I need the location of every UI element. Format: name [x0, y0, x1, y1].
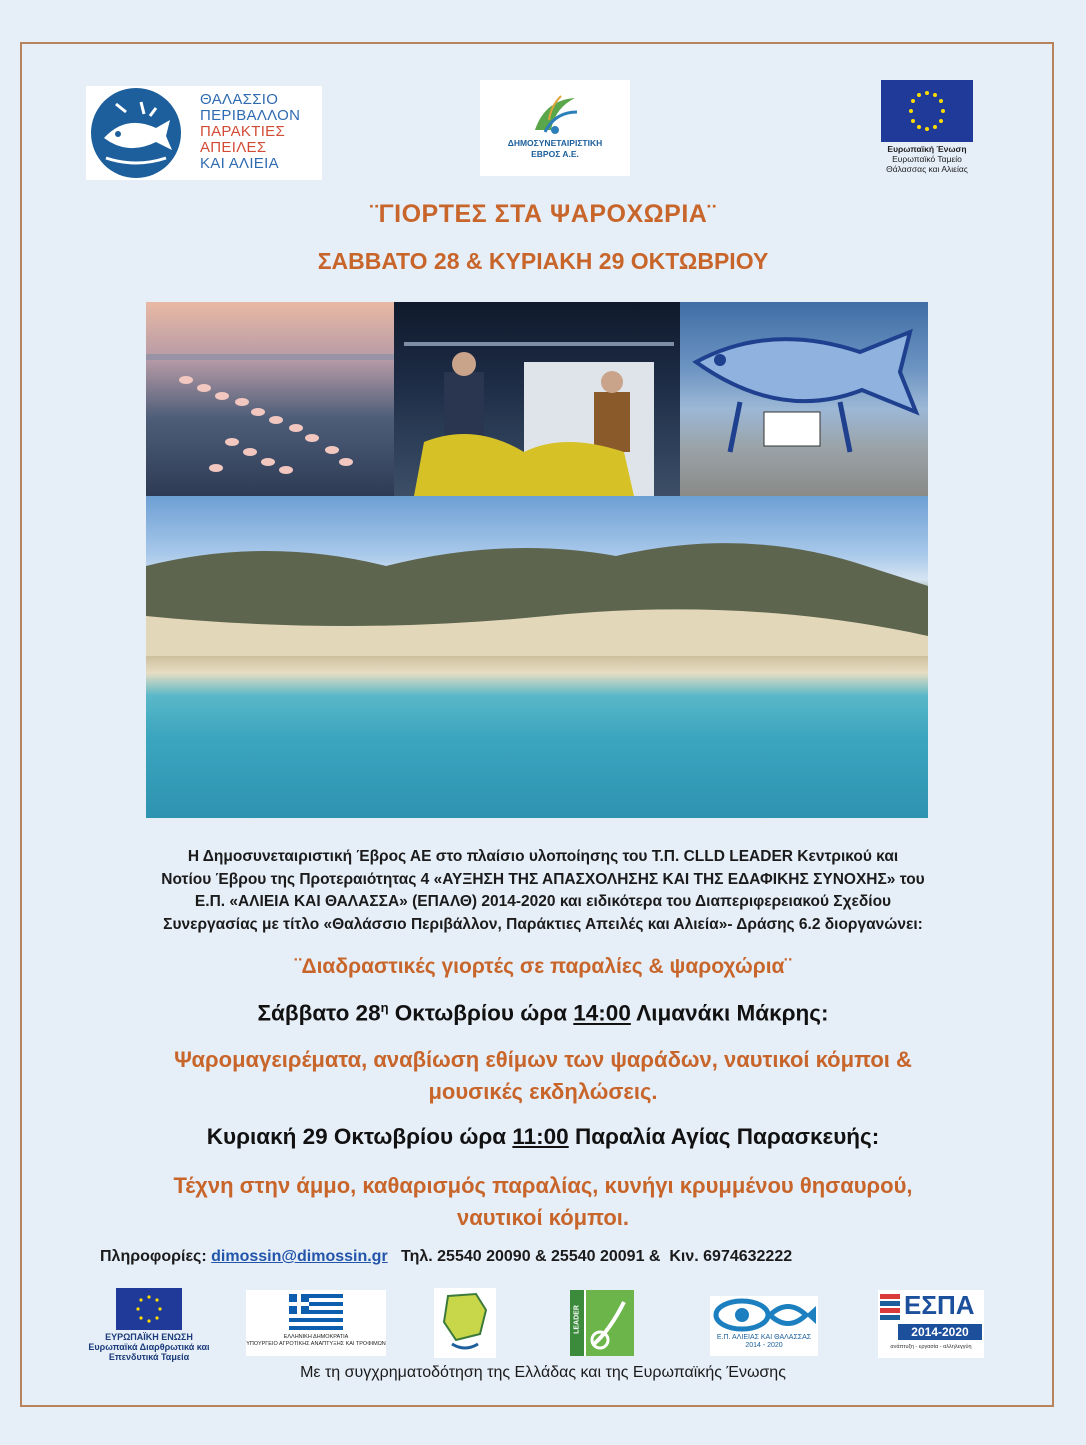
thalassio-logo [86, 86, 322, 180]
dimosynetairistiki-logo [480, 80, 630, 176]
saturday-heading [0, 1000, 1086, 1027]
info-label: Πληροφορίες: [100, 1248, 212, 1265]
sunday-time: 11:00 [512, 1124, 569, 1149]
sunday-prefix: Κυριακή 29 Οκτωβρίου ώρα [206, 1124, 513, 1149]
left-logo-line-4: ΑΠΕΙΛΕΣ [200, 139, 267, 156]
eu-caption-line-2: Ευρωπαϊκά Διαρθρωτικά και [88, 1342, 210, 1352]
intro-line-2: Νοτίου Έβρου της Προτεραιότητας 4 «ΑΥΞΗΣΗ ΤΗΣ ΑΠΑΣΧΟΛΗΣΗΣ ΚΑΙ ΤΗΣ ΕΔΑΦΙΚΗΣ ΣΥΝΟΧΗΣ» του [161, 870, 925, 888]
sunday-heading [0, 1124, 1086, 1150]
center-logo-line-1: ΔΗΜΟΣΥΝΕΤΑΙΡΙΣΤΙΚΗ [507, 138, 603, 148]
greek-ministry-line-1: ΕΛΛΗΝΙΚΗ ΔΗΜΟΚΡΑΤΙΑ [283, 1334, 349, 1340]
right-logo-line-3: Θάλασσας και Αλιείας [886, 164, 968, 174]
region-map-icon [434, 1288, 496, 1358]
left-logo-line-3: ΠΑΡΑΚΤΙΕΣ [200, 123, 286, 140]
eye-fish-icon [710, 1296, 818, 1334]
page-title: ¨ΓΙΟΡΤΕΣ ΣΤΑ ΨΑΡΟΧΩΡΙΑ¨ [369, 200, 717, 228]
flamingo-flock-icon [146, 302, 394, 496]
greek-ministry-logo [246, 1290, 386, 1356]
center-logo-line-2: ΕΒΡΟΣ Α.Ε. [531, 149, 579, 159]
event-dates: ΣΑΒΒΑΤΟ 28 & ΚΥΡΙΑΚΗ 29 ΟΚΤΩΒΡΙΟΥ [317, 248, 769, 274]
fish-sculpture-icon [680, 302, 928, 496]
eu-flag-icon [881, 80, 973, 142]
eu-caption-line-1: ΕΥΡΩΠΑΪΚΗ ΕΝΩΣΗ [105, 1332, 193, 1342]
eu-fisheries-logo [880, 80, 974, 180]
intro-line-1: Η Δημοσυνεταιριστική Έβρος ΑΕ στο πλαίσιο υλοποίησης του Τ.Π. CLLD LEADER Κεντρικού και [187, 848, 899, 865]
espa-logo [878, 1290, 984, 1358]
left-logo-line-2: ΠΕΡΙΒΑΛΛΟΝ [200, 107, 301, 124]
sunday-desc-line-2: ναυτικοί κόμποι. [456, 1205, 630, 1230]
sunday-desc-line-1: Τέχνη στην άμμο, καθαρισμός παραλίας, κυνήγι κρυμμένου θησαυρού, [173, 1173, 913, 1198]
region-logo [434, 1288, 496, 1358]
espa-stripes-icon [880, 1294, 900, 1320]
saturday-middle: Οκτωβρίου ώρα [388, 1000, 574, 1026]
cofunding-text: Με τη συγχρηματοδότηση της Ελλάδας και της Ευρωπαϊκής Ένωσης [300, 1364, 786, 1381]
left-logo-line-5: ΚΑΙ ΑΛΙΕΙΑ [200, 155, 279, 172]
leader-logo [570, 1290, 634, 1356]
intro-line-3: Ε.Π. «ΑΛΙΕΙΑ ΚΑΙ ΘΑΛΑΣΣΑ» (ΕΠΑΛΘ) 2014-2020 και ειδικότερα του Διαπεριφερειακού Σχεδίου [194, 893, 892, 910]
epalth-line-1: Ε.Π. ΑΛΙΕΙΑΣ ΚΑΙ ΘΑΛΑΣΣΑΣ [716, 1334, 812, 1341]
saturday-description [0, 1044, 1086, 1108]
mountains-icon [146, 496, 928, 818]
saturday-time: 14:00 [573, 1000, 631, 1026]
eu-flag-small-icon [116, 1288, 182, 1330]
leaf-swirl-icon [525, 90, 585, 140]
epalth-logo [710, 1296, 818, 1356]
greek-flag-icon [289, 1294, 343, 1330]
saturday-ordinal: η [380, 1000, 389, 1015]
email-link[interactable]: dimossin@dimossin.gr [211, 1248, 388, 1265]
plastic-fish-sculpture-photo [680, 302, 928, 496]
right-logo-line-1: Ευρωπαϊκή Ένωση [887, 144, 967, 154]
right-logo-line-2: Ευρωπαϊκό Ταμείο [892, 154, 962, 164]
events-subtitle: ¨Διαδραστικές γιορτές σε παραλίες & ψαροχώρια¨ [294, 955, 792, 978]
intro-paragraph [70, 846, 1016, 936]
leader-label: LEADER [573, 1305, 581, 1334]
fishermen-boat-icon [394, 302, 680, 496]
sunday-place: Παραλία Αγίας Παρασκευής: [568, 1124, 880, 1149]
espa-slogan: ανάπτυξη - εργασία - αλληλεγγύη [890, 1344, 972, 1350]
intro-line-4: Συνεργασίας με τίτλο «Θαλάσσιο Περιβάλλον, Παράκτιες Απειλές και Αλιεία»- Δράσης 6.2 διοργανώνει: [163, 915, 923, 933]
sunday-description [0, 1170, 1086, 1234]
fish-seal-icon [86, 86, 186, 180]
flamingos-photo [146, 302, 394, 496]
espa-title: ΕΣΠΑ [904, 1290, 975, 1320]
phone-numbers: Τηλ. 25540 20090 & 25540 20091 & Κιν. 6974632222 [387, 1248, 793, 1265]
greek-ministry-line-2: ΥΠΟΥΡΓΕΙΟ ΑΓΡΟΤΙΚΗΣ ΑΝΑΠΤΥΞΗΣ ΚΑΙ ΤΡΟΦΙΜΩΝ [246, 1341, 386, 1347]
eu-structural-funds-logo [84, 1288, 214, 1360]
espa-years: 2014-2020 [898, 1324, 982, 1340]
left-logo-line-1: ΘΑΛΑΣΣΙΟ [200, 91, 279, 108]
fishermen-photo [394, 302, 680, 496]
eu-caption-line-3: Επενδυτικά Ταμεία [108, 1352, 190, 1362]
saturday-desc-line-1: Ψαρομαγειρέματα, αναβίωση εθίμων των ψαράδων, ναυτικοί κόμποι & [174, 1047, 912, 1072]
saturday-day: Σάββατο 28 [257, 1000, 381, 1026]
beach-landscape-photo [146, 496, 928, 818]
contact-info [100, 1248, 792, 1266]
saturday-place: Λιμανάκι Μάκρης: [630, 1000, 829, 1026]
saturday-desc-line-2: μουσικές εκδηλώσεις. [428, 1079, 658, 1104]
epalth-line-2: 2014 - 2020 [745, 1342, 783, 1349]
